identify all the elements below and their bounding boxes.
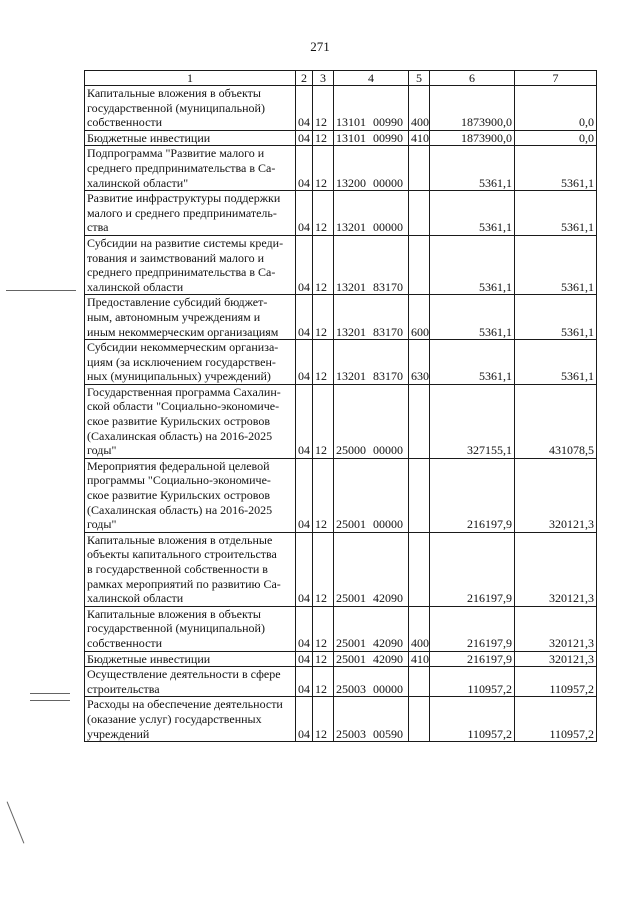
item-name-line: (Сахалинская область) на 2016-2025: [87, 502, 273, 517]
table-row: [85, 697, 597, 742]
cell-target-article: 25001 42090: [334, 532, 409, 606]
item-name-line: ных (муниципальных) учреждений): [87, 369, 271, 384]
cell-target-article: 13201 83170: [334, 295, 409, 340]
cell-item-name: [85, 532, 296, 606]
cell-amount-col6: 5361,1: [430, 191, 515, 236]
cell-expense-type: 630: [409, 340, 430, 385]
cell-section: 04: [296, 146, 313, 191]
cell-target-article: 13101 00990: [334, 86, 409, 131]
cell-subsection: 12: [313, 191, 334, 236]
cell-item-name: [85, 458, 296, 532]
item-name-line: программы "Социально-экономиче-: [87, 473, 271, 488]
cell-expense-type: [409, 667, 430, 697]
column-header: 2: [296, 71, 313, 86]
cell-amount-col6: 5361,1: [430, 295, 515, 340]
cell-item-name: [85, 235, 296, 294]
cell-item-name: [85, 384, 296, 458]
cell-amount-col7: 110957,2: [515, 697, 597, 742]
cell-section: 04: [296, 295, 313, 340]
item-name-line: (оказание услуг) государственных: [87, 711, 262, 726]
cell-expense-type: [409, 384, 430, 458]
item-name-line: халинской области: [87, 591, 184, 606]
cell-expense-type: 600: [409, 295, 430, 340]
cell-amount-col7: 5361,1: [515, 340, 597, 385]
cell-amount-col7: 5361,1: [515, 191, 597, 236]
item-name-line: халинской области": [87, 175, 189, 190]
item-name-line: объекты капитального строительства: [87, 547, 277, 562]
cell-amount-col6: 216197,9: [430, 458, 515, 532]
table-row: [85, 651, 597, 667]
scan-mark: [30, 693, 70, 694]
table-row: [85, 340, 597, 385]
cell-subsection: 12: [313, 295, 334, 340]
cell-amount-col7: 110957,2: [515, 667, 597, 697]
item-name-line: Капитальные вложения в объекты: [87, 606, 261, 621]
cell-expense-type: [409, 697, 430, 742]
table-row: [85, 532, 597, 606]
cell-item-name: [85, 86, 296, 131]
cell-amount-col7: 320121,3: [515, 532, 597, 606]
cell-expense-type: 410: [409, 651, 430, 667]
table-row: [85, 458, 597, 532]
item-name-line: Развитие инфраструктуры поддержки: [87, 191, 281, 206]
cell-expense-type: [409, 532, 430, 606]
cell-expense-type: [409, 191, 430, 236]
item-name-line: учреждений: [87, 726, 150, 741]
cell-expense-type: [409, 458, 430, 532]
item-name-line: рамках мероприятий по развитию Са-: [87, 576, 281, 591]
cell-subsection: 12: [313, 532, 334, 606]
item-name-line: ской области "Социально-экономиче-: [87, 399, 280, 414]
cell-expense-type: 410: [409, 130, 430, 146]
cell-subsection: 12: [313, 651, 334, 667]
item-name-line: среднего предпринимательства в Са-: [87, 160, 276, 175]
cell-amount-col6: 216197,9: [430, 532, 515, 606]
item-name-line: Предоставление субсидий бюджет-: [87, 295, 268, 310]
cell-subsection: 12: [313, 235, 334, 294]
cell-expense-type: [409, 235, 430, 294]
cell-target-article: 13200 00000: [334, 146, 409, 191]
item-name-line: Субсидии на развитие системы креди-: [87, 235, 284, 250]
cell-item-name: [85, 606, 296, 651]
cell-section: 04: [296, 606, 313, 651]
cell-expense-type: 400: [409, 86, 430, 131]
cell-item-name: [85, 295, 296, 340]
cell-item-name: [85, 191, 296, 236]
table-row: [85, 667, 597, 697]
cell-subsection: 12: [313, 86, 334, 131]
cell-amount-col6: 110957,2: [430, 667, 515, 697]
item-name-line: Бюджетные инвестиции: [87, 651, 211, 666]
item-name-line: иным некоммерческим организациям: [87, 324, 279, 339]
cell-section: 04: [296, 697, 313, 742]
cell-amount-col6: 1873900,0: [430, 86, 515, 131]
item-name-line: собственности: [87, 115, 163, 130]
item-name-line: Подпрограмма "Развитие малого и: [87, 146, 265, 161]
cell-amount-col6: 5361,1: [430, 340, 515, 385]
column-header: 4: [334, 71, 409, 86]
cell-section: 04: [296, 667, 313, 697]
item-name-line: Бюджетные инвестиции: [87, 130, 211, 145]
column-header: 1: [85, 71, 296, 86]
item-name-line: Капитальные вложения в объекты: [87, 86, 261, 100]
table-row: [85, 130, 597, 146]
scan-mark: [6, 290, 76, 291]
item-name-line: годы": [87, 443, 117, 458]
table-row: [85, 191, 597, 236]
table-row: [85, 384, 597, 458]
item-name-line: ское развитие Курильских островов: [87, 414, 270, 429]
item-name-line: Осуществление деятельности в сфере: [87, 667, 281, 682]
item-name-line: халинской области: [87, 279, 184, 294]
cell-subsection: 12: [313, 667, 334, 697]
cell-amount-col7: 320121,3: [515, 651, 597, 667]
item-name-line: циям (за исключением государствен-: [87, 354, 276, 369]
cell-target-article: 13201 83170: [334, 235, 409, 294]
cell-target-article: 25001 00000: [334, 458, 409, 532]
item-name-line: тования и заимствований малого и: [87, 250, 265, 265]
table-body: [85, 86, 597, 742]
cell-section: 04: [296, 340, 313, 385]
column-header: 5: [409, 71, 430, 86]
item-name-line: Мероприятия федеральной целевой: [87, 458, 270, 473]
cell-item-name: [85, 340, 296, 385]
cell-expense-type: 400: [409, 606, 430, 651]
cell-section: 04: [296, 532, 313, 606]
cell-section: 04: [296, 384, 313, 458]
cell-target-article: 13201 83170: [334, 340, 409, 385]
cell-section: 04: [296, 191, 313, 236]
item-name-line: годы": [87, 517, 117, 532]
cell-amount-col6: 327155,1: [430, 384, 515, 458]
item-name-line: собственности: [87, 635, 163, 650]
item-name-line: ства: [87, 220, 109, 235]
cell-section: 04: [296, 458, 313, 532]
cell-target-article: 13201 00000: [334, 191, 409, 236]
cell-amount-col7: 5361,1: [515, 146, 597, 191]
item-name-line: ское развитие Курильских островов: [87, 488, 270, 503]
cell-amount-col7: 5361,1: [515, 295, 597, 340]
item-name-line: Расходы на обеспечение деятельности: [87, 697, 283, 712]
item-name-line: среднего предпринимательства в Са-: [87, 265, 276, 280]
item-name-line: государственной (муниципальной): [87, 100, 265, 115]
cell-amount-col6: 216197,9: [430, 651, 515, 667]
cell-amount-col7: 0,0: [515, 86, 597, 131]
cell-amount-col7: 320121,3: [515, 606, 597, 651]
cell-amount-col7: 5361,1: [515, 235, 597, 294]
cell-amount-col7: 320121,3: [515, 458, 597, 532]
cell-target-article: 25003 00590: [334, 697, 409, 742]
item-name-line: государственной (муниципальной): [87, 621, 265, 636]
cell-item-name: [85, 667, 296, 697]
cell-subsection: 12: [313, 606, 334, 651]
item-name-line: Капитальные вложения в отдельные: [87, 532, 273, 547]
cell-amount-col6: 5361,1: [430, 146, 515, 191]
cell-amount-col6: 5361,1: [430, 235, 515, 294]
item-name-line: строительства: [87, 681, 160, 696]
scan-mark: [7, 801, 25, 843]
cell-subsection: 12: [313, 458, 334, 532]
page-number: 271: [310, 39, 330, 54]
cell-target-article: 25003 00000: [334, 667, 409, 697]
cell-item-name: [85, 130, 296, 146]
cell-amount-col6: 1873900,0: [430, 130, 515, 146]
table-row: [85, 295, 597, 340]
item-name-line: (Сахалинская область) на 2016-2025: [87, 428, 273, 443]
cell-subsection: 12: [313, 384, 334, 458]
header-row: [85, 71, 597, 86]
item-name-line: ным, автономным учреждениям и: [87, 309, 261, 324]
cell-amount-col6: 216197,9: [430, 606, 515, 651]
cell-item-name: [85, 651, 296, 667]
cell-subsection: 12: [313, 146, 334, 191]
cell-amount-col6: 110957,2: [430, 697, 515, 742]
cell-item-name: [85, 146, 296, 191]
cell-section: 04: [296, 130, 313, 146]
column-header: 6: [430, 71, 515, 86]
cell-target-article: 25000 00000: [334, 384, 409, 458]
cell-section: 04: [296, 235, 313, 294]
table-row: [85, 86, 597, 131]
cell-section: 04: [296, 86, 313, 131]
column-header: 7: [515, 71, 597, 86]
cell-item-name: [85, 697, 296, 742]
cell-target-article: 13101 00990: [334, 130, 409, 146]
item-name-line: Субсидии некоммерческим организа-: [87, 340, 279, 355]
item-name-line: в государственной собственности в: [87, 562, 268, 576]
table-row: [85, 235, 597, 294]
scan-mark: [30, 700, 70, 701]
table-row: [85, 606, 597, 651]
cell-subsection: 12: [313, 340, 334, 385]
column-header: 3: [313, 71, 334, 86]
cell-expense-type: [409, 146, 430, 191]
item-name-line: Государственная программа Сахалин-: [87, 384, 281, 399]
table-row: [85, 146, 597, 191]
cell-section: 04: [296, 651, 313, 667]
item-name-line: малого и среднего предприниматель-: [87, 205, 277, 220]
cell-amount-col7: 0,0: [515, 130, 597, 146]
cell-target-article: 25001 42090: [334, 606, 409, 651]
cell-subsection: 12: [313, 130, 334, 146]
budget-table: [84, 70, 597, 742]
cell-amount-col7: 431078,5: [515, 384, 597, 458]
cell-subsection: 12: [313, 697, 334, 742]
cell-target-article: 25001 42090: [334, 651, 409, 667]
